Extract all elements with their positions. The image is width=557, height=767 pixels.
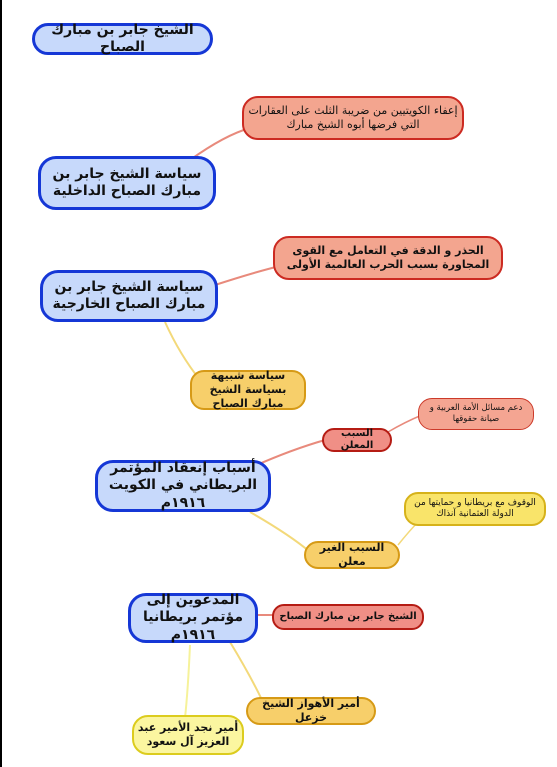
invitee-jaber-label: الشيخ جابر بن مبارك الصباح [279,610,417,622]
hidden-reason-label: السبب الغير معلن [319,541,385,568]
internal-policy-label: سياسة الشيخ جابر بن مبارك الصباح الداخلية [52,165,202,199]
invitees-node[interactable] [128,593,258,643]
invitee-khazal-label: أمير الأهواز الشيخ خزعل [262,697,360,724]
similar-policy-node[interactable] [190,370,306,410]
caution-label: الحذر و الدقة في التعامل مع القوى المجاورة بسبب الحرب العالمية الأولى [286,244,490,271]
root-title-label: الشيخ جابر بن مبارك الصباح [51,21,194,55]
invitee-najd-label: أمير نجد الأمير عبد العزيز آل سعود [137,721,239,748]
hidden-reason-node[interactable] [304,541,400,569]
tax-exemption-label: إعفاء الكويتيين من ضريبة الثلث على العقارات التي فرضها أبوه الشيخ مبارك [248,104,458,131]
invitees-label: المدعوين إلى مؤتمر بريطانيا ١٩١٦م [142,591,244,643]
connector-hidden-reason [250,512,310,552]
invitee-jaber-node[interactable] [272,604,424,630]
connector-announced-detail [388,415,422,432]
root-title-node[interactable] [32,23,213,55]
conference-reasons-node[interactable] [95,460,271,512]
announced-reason-node[interactable] [322,428,392,452]
hidden-detail-label: الوقوف مع بريطانيا و حمايتها من الدولة العثمانية آنذاك [414,497,536,519]
caution-node[interactable] [273,236,503,280]
announced-detail-label: دعم مسائل الأمة العربية و صيانة حقوقها [429,403,523,424]
announced-reason-label: السبب المعلن [340,427,374,451]
conference-reasons-label: أسباب إنعقاد المؤتمر البريطاني في الكويت ١٩١٦م [108,459,258,511]
connector-invitee-najd [185,645,190,718]
internal-policy-node[interactable] [38,156,216,210]
announced-detail-node[interactable] [418,398,534,430]
tax-exemption-node[interactable] [242,96,464,140]
similar-policy-label: سياسة شبيهة بسياسة الشيخ مبارك الصباح [209,369,287,410]
foreign-policy-node[interactable] [40,270,218,322]
connector-foreign-caution [215,266,280,285]
connector-invitee-khazal [230,642,262,700]
foreign-policy-label: سياسة الشيخ جابر بن مبارك الصباح الخارجية [52,278,206,312]
hidden-detail-node[interactable] [404,492,546,526]
invitee-najd-node[interactable] [132,715,244,755]
invitee-khazal-node[interactable] [246,697,376,725]
